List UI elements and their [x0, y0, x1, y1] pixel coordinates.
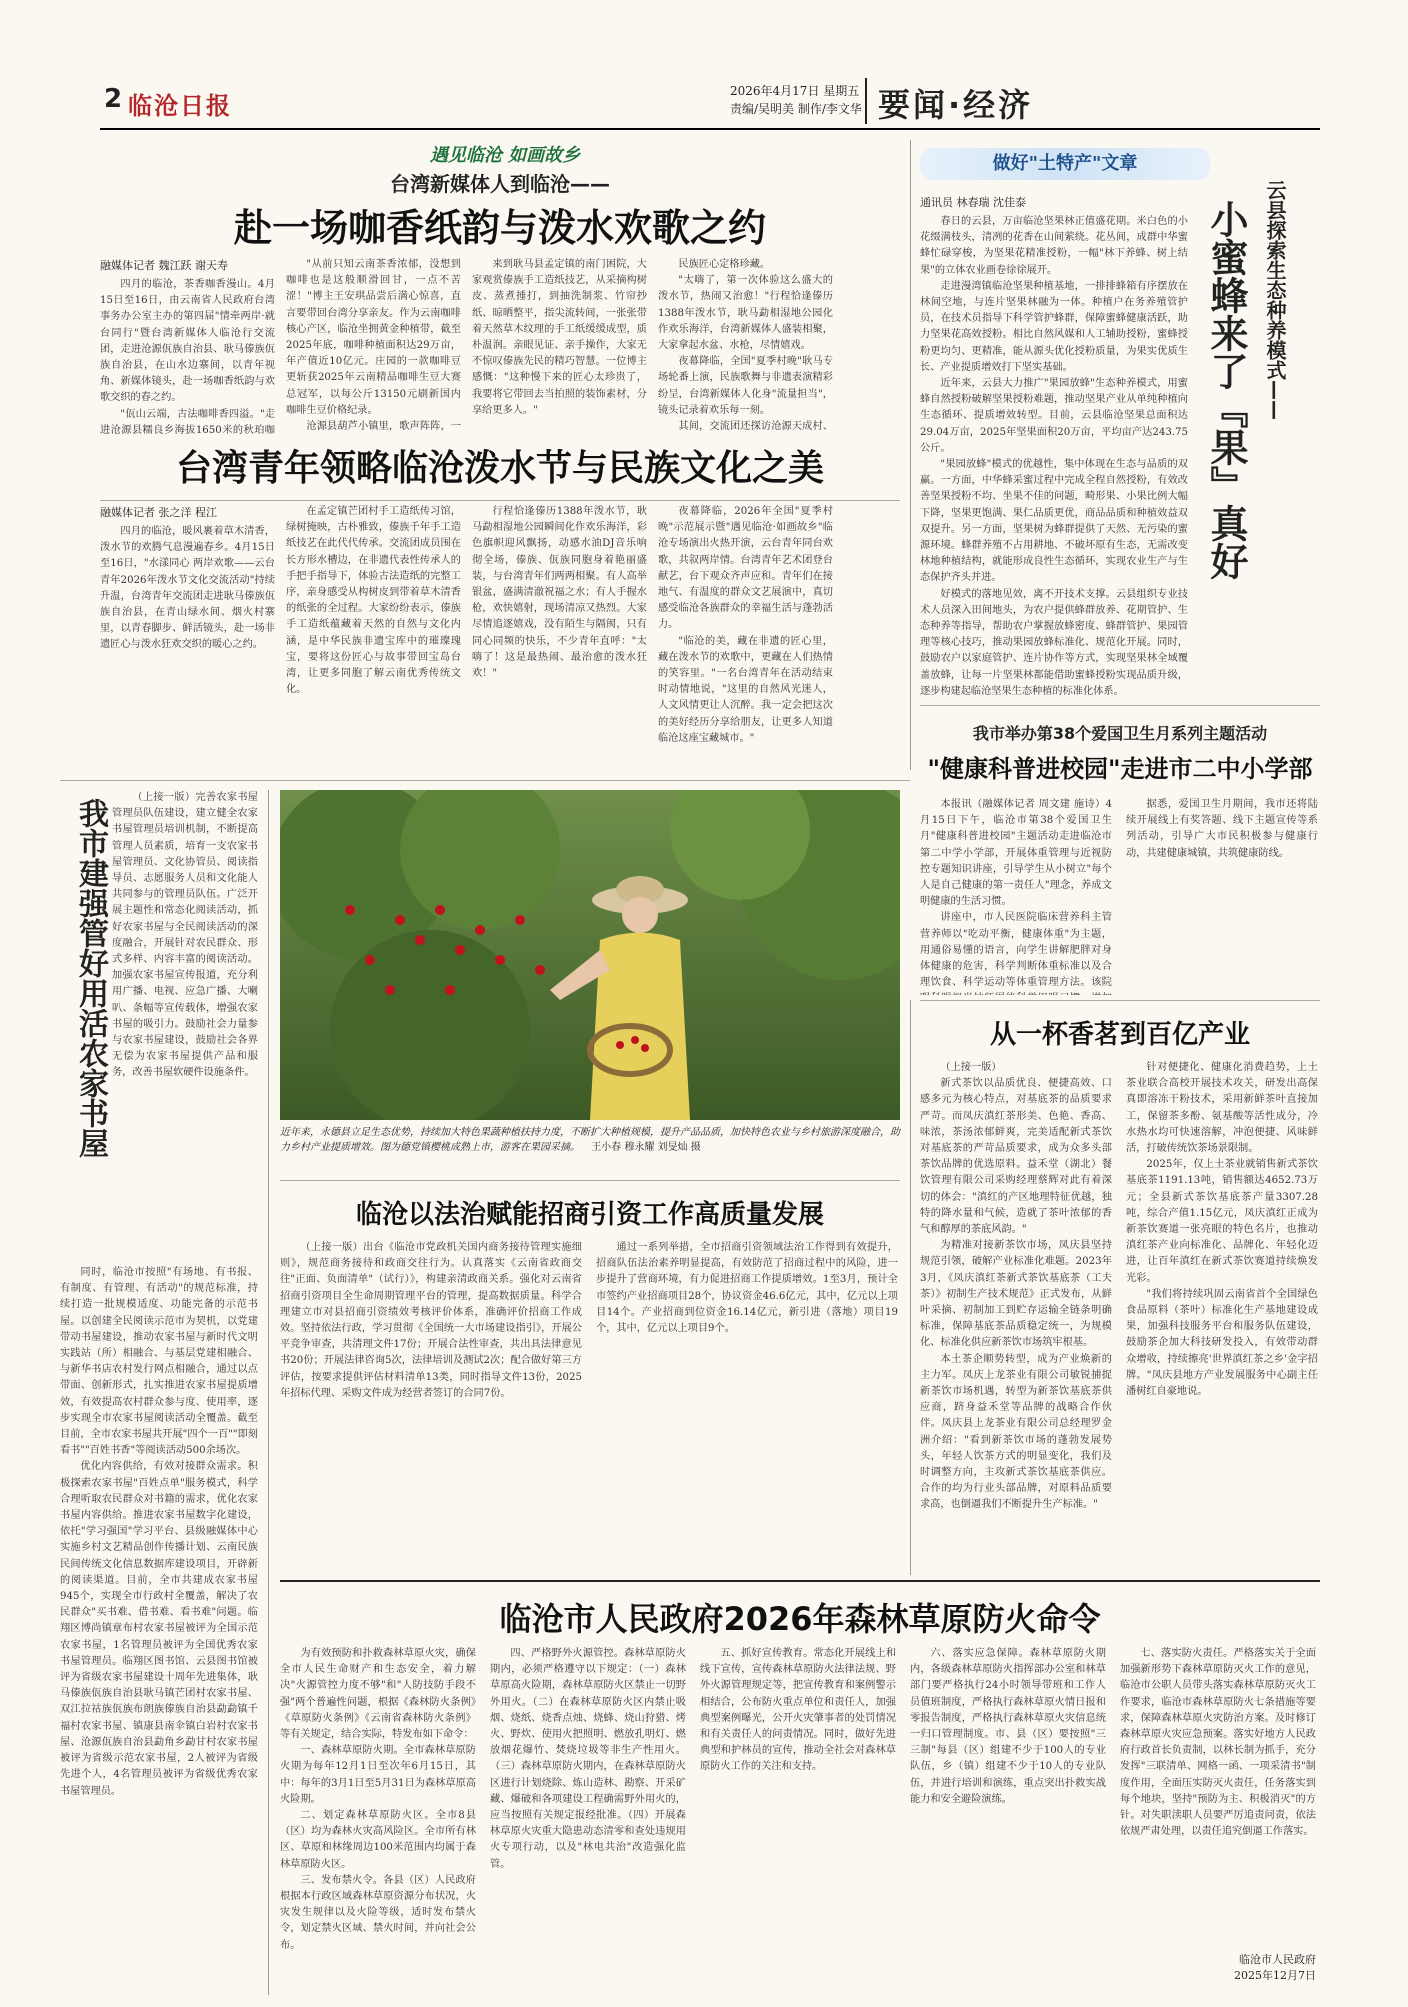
paragraph: 四月的临沧，茶香咖香漫山。4月15日至16日，由云南省人民政府台湾事务办公室主办的第四届"情牵两岸·就台同行"暨台湾新媒体人临沧行交流团，走进沧源佤族自治县、耿马傣族佤族自治县，在山水边寨间，以青年视角、新媒体镜头，赴一场咖香纸韵与欢歌交织的春之约。	[100, 279, 275, 404]
paragraph: 同时，临沧市按照"有场地、有书报、有制度、有管理、有活动"的规范标准，持续打造一批规模适度、功能完备的示范书屋。以创建全民阅读示范市为契机，以党建带动书屋建设，推动农家书屋与新时代文明实践站（所）相融合、与基层党建相融合、与新华书店农村发行网点相融合，通过以点带面、创新形式，扎实推进农家书屋提质增效，有效提高农村群众参与度、使用率，逐步实现全市农家书屋阅读活动全覆盖。截至目前，全市农家书屋共开展"四个一百""即刻看书""百姓书香"等阅读活动500余场次。	[60, 1267, 258, 1457]
paragraph: 据悉，爱国卫生月期间，我市还将陆续开展线上有奖答题、线下主题宣传等系列活动，引导广大市民积极参与健康行动，共建健康城镇，共筑健康防线。	[1126, 799, 1318, 859]
article-column	[658, 257, 833, 435]
paragraph: 在孟定镇芒团村手工造纸传习馆，绿树掩映，古朴雅致，傣族千年手工造纸技艺在此代代传承。交流团成员围在长方形水槽边，在非遗代表性传承人的手把手指导下，体验古法造纸的完整工序，亲身感受从构树皮到带着草木清香的纸张的全过程。大家纷纷表示，傣族手工造纸蕴藏着天然的自然与文化内涵，是中华民族非遗宝库中的璀璨瑰宝，要将这份匠心与故事带回宝岛台湾，让更多同胞了解云南优秀传统文化。	[286, 506, 461, 696]
article-coffee	[100, 135, 900, 435]
article-column	[280, 1646, 476, 1986]
paragraph: 优化内容供给，有效对接群众需求。积极探索农家书屋"百姓点单"服务模式，科学合理听取农民群众对书籍的需求，优化农家书屋内容供给。推进农家书屋数字化建设，依托"学习强国"学习平台、县级融媒体中心实施乡村文艺精品创作传播计划、云南民族民间传统文化信息数据库建设项目，开辟新的阅读渠道。目前，全市共建成农家书屋945个，实现全市行政村全覆盖，解决了农民群众"买书难、借书难、看书难"问题。临翔区博尚镇章布村农家书屋被评为全国示范农家书屋，1名管理员被评为全国优秀农家书屋管理员。临翔区图书馆、云县图书馆被评为省级农家书屋建设十周年先进集体，耿马傣族佤族自治县耿马镇芒团村农家书屋、双江拉祜族佤族布朗族傣族自治县勐勐镇千福村农家书屋、镇康县南伞镇白岩村农家书屋、沧源佤族自治县勐角乡勐甘村农家书屋被评为省级示范农家书屋，2人被评为省级先进个人，4名管理员被评为省级优秀农家书屋管理员。	[60, 1461, 258, 1797]
article-fire	[280, 1580, 1320, 2000]
article-youth	[100, 440, 900, 770]
paragraph: "我们将持续巩固云南省首个全国绿色食品原料（茶叶）标准化生产基地建设成果，加强科技服务平台和服务队伍建设，鼓励茶企加大科技研发投入，有效带动群众增收，持续擦亮'世界滇红茶之乡'金字招牌。"凤庆县地方产业发展服务中心副主任潘树红自豪地说。	[1126, 1288, 1318, 1398]
paragraph: （上接一版）完善农家书屋管理员队伍建设，建立健全农家书屋管理员培训机制，不断提高管理人员素质，培育一支农家书屋管理员、文化协管员、阅读指导员、志愿服务人员和文化能人共同参与的管理员队伍。广泛开展主题性和常态化阅读活动，抓好农家书屋与全民阅读活动的深度融合，开展针对农民群众、形式多样、内容丰富的阅读活动。加强农家书屋宣传报道，充分利用广播、电视、应急广播、大喇叭、条幅等宣传载体，增强农家书屋的吸引力。鼓励社会力量参与农家书屋建设，鼓励社会各界无偿为农家书屋提供产品和服务，改善书屋软硬件设施条件。	[112, 792, 258, 1079]
caption-text: 近年来，永德县立足生态优势，持续加大特色果蔬种植扶持力度，不断扩大种植规模，提升产品品质，加快特色农业与乡村旅游深度融合，助力乡村产业提质增效。图为德党镇樱桃成熟上市，游客在果园采摘。	[280, 1127, 900, 1153]
paragraph: 一、森林草原防火期。全市森林草原防火期为每年12月1日至次年6月15日，其中：每年的3月1日至5月31日为森林草原高火险期。	[280, 1745, 476, 1805]
paper-logo: 临沧日报	[128, 92, 232, 120]
paragraph: "果园放蜂"模式的优越性，集中体现在生态与品质的双赢。一方面，中华蜂采蜜过程中完成全程自然授粉，有效改善坚果授粉不均、坐果不佳的问题，畸形果、小果比例大幅下降，坚果更饱满、果仁品质更优，商品品质和种植效益双双提升。另一方面，坚果树为蜂群提供了天然、无污染的蜜源环境。蜂群养殖不占用耕地、不破坏原有生态，无需改变林地种植结构，就能形成良性生态循环，实现农业生产与生态保护齐头并进。	[920, 459, 1188, 584]
article-column	[1120, 1646, 1316, 1946]
article-byline: 融媒体记者 张之洋 程江	[100, 506, 217, 519]
paragraph: "太嗨了，第一次体验这么盛大的泼水节，热闹又治愈！"行程恰逢傣历1388年泼水节，耿马勐相湿地公园化作欢乐海洋，台湾新媒体人盛装相聚，大家拿起水盆、水枪，尽情嬉戏。	[658, 275, 833, 352]
photo-caption	[280, 1125, 900, 1171]
paragraph: 六、落实应急保障。森林草原防火期内，各级森林草原防火指挥部办公室和林草部门要严格执行24小时领导带班和工作人员值班制度，严格执行森林草原火情日报和零报告制度，严格执行森林草原火灾信息统一归口管理制度。市、县（区）要按照"三三制"每县（区）组建不少于100人的专业队伍，乡（镇）组建不少于10人的专业队伍，并进行培训和演练，重点突出扑救实战能力和安全避险演练。	[910, 1648, 1106, 1805]
paragraph: 讲座中，市人民医院临床营养科主管营养师以"吃动平衡，健康体重"为主题，用通俗易懂的语言，向学生讲解肥胖对身体健康的危害，科学判断体重标准以及合理饮食、科学运动等体重管理方法。该院	[920, 912, 1112, 989]
page-header	[70, 76, 1340, 136]
article-column	[100, 524, 275, 770]
paragraph: 行程恰逢傣历1388年泼水节，耿马勐相湿地公园瞬间化作欢乐海洋，彩色旗帜迎风飘扬，动感水油DJ音乐响彻全场，傣族、佤族同胞身着艳丽盛装，与台湾青年们两两相聚。有人高举银盆，盛满清澈祝福之水；有人手握水枪，欢快嬉射，现场清凉又热烈。大家尽情追逐嬉戏，没有陌生与隔阂，只有同心同频的快乐，不少青年直呼："太嗨了！这是最热闹、最治愈的泼水狂欢！"	[472, 506, 647, 680]
paragraph: 走进漫湾镇临沧坚果种植基地，一排排蜂箱有序摆放在林间空地，与连片坚果林融为一体。种植户在务养殖管护员，在技术员指导下科学管护蜂群，保障蜜蜂健康活跃，助力坚果花高效授粉。相比自然风媒和人工辅助授粉，蜜蜂授粉更均匀、更精准，能从源头优化授粉质量，为果实优质生长、产业提质增效打下坚实基础。	[920, 280, 1188, 373]
paragraph: 其间，交流团还探访沧源天成村、	[678, 421, 833, 433]
article-bees	[920, 140, 1320, 700]
article-pretitle: 我市举办第38个爱国卫生月系列主题活动	[972, 724, 1268, 743]
article-column	[112, 790, 258, 1260]
section-title: 要闻·经济	[878, 86, 1034, 124]
column-divider	[910, 140, 911, 770]
paragraph: 新式茶饮以品质优良、便捷高效、口感多元为核心特点，对基底茶的品质要求严苛。而凤庆滇红茶形美、色艳、香高、味浓，茶汤浓郁鲜爽，完美适配新式茶饮对基底茶的严苛品质要求，成为众多头部茶饮品牌的优选原料。益禾堂（湖北）餐饮管理有限公司采购经理蔡辉对此有着深切的体会："滇红的产区地理特征优越，独特的降水量和气候，造就了茶叶浓郁的香气和醇厚的茶底风韵。"	[920, 1078, 1112, 1236]
article-column	[658, 504, 833, 770]
photo-illustration	[280, 790, 900, 1120]
signature-date: 2025年12月7日	[1234, 1969, 1316, 1982]
article-title: 从一杯香茗到百亿产业	[989, 1020, 1250, 1050]
article-column	[920, 214, 1188, 700]
paragraph: 为有效预防和扑救森林草原火灾，确保全市人民生命财产和生态安全，着力解决"火源管控力度不够"和"人防技防手段不强"两个普遍性问题，根据《森林防火条例》《草原防火条例》《云南省森林防火条例》等有关规定，结合实际，特发布如下命令：	[280, 1648, 476, 1741]
article-reading	[60, 790, 260, 1995]
paragraph: 夜幕降临，全国"夏季村晚"耿马专场轮番上演，民族歌舞与非遗表演精彩纷呈，台湾新媒体人化身"流量担当"，镜头记录着欢乐每一刻。	[658, 356, 833, 416]
paragraph: （上接一版）	[940, 1062, 1002, 1073]
paragraph: 通过一系列举措，全市招商引资领域法治工作得到有效提升，招商队伍法治素养明显提高，有效防范了招商过程中的风险，进一步提升了营商环境，有力促进招商工作提质增效。1至3月，预计全市签约产业招商项目28个，协议资金46.6亿元，其中，亿元以上项目14个。产业招商到位资金16.14亿元，新引进（落地）项目19个，其中，亿元以上项目9个。	[596, 1242, 898, 1335]
paragraph: （上接一版）出台《临沧市党政机关国内商务接待管理实施细则》，规范商务接待和政商交往行为。认真落实《云南省政商交往"正面、负面清单"（试行）》，构建亲清政商关系。强化对云南省招商引资项目全生命周期管理平台的管理，提高数据质量。科学合理建立市对县招商引资绩效考核评价体系，准确评价招商工作成效。坚持依法行政，学习贯彻《全国统一大市场建设指引》，开展公平竞争审查，共清理文件17份；开展合法性审查，共出具法律意见书20份；开展法律咨询5次，法律培训及测试2次；配合做好第三方评估，按要求提供评估材料清单13类，同时指导文件13份，2025年招标代理、采购文件成为经营者签订的合同7份。	[280, 1242, 582, 1399]
paragraph: 沧源县葫芦小镇里，歌声阵阵，一	[306, 421, 461, 433]
paragraph: "临沧的美，藏在非遗的匠心里，藏在泼水节的欢歌中，更藏在人们热情的笑容里。"一名台湾青年在活动结束时动情地说，"这里的自然风光迷人，人文风情更让人沉醉。我一定会把这次的美好经历分享给朋友，让更多人知道临沧这座宝藏城市。"	[658, 635, 833, 744]
paragraph: 夜幕降临，2026年全国"夏季村晚"示范展示暨"遇见临沧·如画故乡"临沧专场演出火热开演，云台青年同台欢歌，共叙两岸情。台湾青年艺术团登台献艺，台下观众齐声应和。青年们在接地气、有温度的群众文艺展演中，真切感受临沧各族群众的幸福生活与蓬勃活力。	[658, 506, 833, 631]
cherry-picking-photo	[280, 790, 900, 1120]
page-number: 2	[104, 84, 123, 114]
article-title: 台湾青年领略临沧泼水节与民族文化之美	[175, 448, 824, 489]
article-column	[100, 277, 275, 435]
article-title: 赴一场咖香纸韵与泼水欢歌之约	[233, 206, 766, 250]
signature-block	[1120, 1952, 1316, 1984]
paragraph: 四、严格野外火源管控。森林草原防火期内，必须严格遵守以下规定：（一）森林草原高火险期，森林草原防火区禁止一切野外用火。（二）在森林草原防火区内禁止吸烟、烧纸、烧香点烛、烧蜂、烧山狩猎、烤火、野炊、使用火把照明、燃放孔明灯、燃放烟花爆竹、焚烧垃圾等非生产性用火。（三）森林草原防火期内，在森林草原防火区进行计划烧除、炼山造林、勘察、开采矿藏、爆破和各项建设工程确需野外用火的，应当按照有关规定报经批准。（四）开展森林草原火灾重大隐患动态清零和查处违规用火专项行动，以及"林电共治"改造强化监管。	[490, 1648, 686, 1870]
paragraph: 本土茶企顺势转型，成为产业焕新的主力军。凤庆上龙茶业有限公司敏锐捕捉新茶饮市场机遇，转型为新茶饮基底茶供应商，跻身益禾堂等品牌的战略合作伙伴。凤庆县上龙茶业有限公司总经理罗金洲介绍："看到新茶饮市场的蓬勃发展势头，年轻人饮茶方式的明显变化，我们及时调整方向，主攻新式茶饮基底茶供应。合作的均为行业头部品牌，对原料品质要求高，也倒逼我们不断提升生产标准。"	[920, 1353, 1112, 1511]
article-column	[920, 797, 1112, 995]
paragraph: 2025年，仅上土茶业就销售新式茶饮基底茶1191.13吨，销售额达4652.73万元；全县新式茶饮基底茶产量3307.28吨，综合产值1.15亿元，凤庆滇红正成为新茶饮赛道一张亮眼的特色名片，也推动滇红茶产业向标准化、品牌化、年轻化迈进，让百年滇红在新式茶饮赛道持续焕发光彩。	[1126, 1159, 1318, 1284]
photo-credit: 王小春 穆永耀 刘旻灿 摄	[591, 1142, 701, 1153]
article-column	[286, 504, 461, 770]
article-column	[920, 1060, 1112, 1575]
signature: 临沧市人民政府	[1239, 1953, 1316, 1966]
column-divider	[910, 1000, 911, 1575]
article-tea	[920, 1000, 1320, 1575]
article-column	[910, 1646, 1106, 1986]
article-law	[280, 1180, 900, 1575]
article-column	[490, 1646, 686, 1986]
article-health	[920, 705, 1320, 995]
header-rule	[100, 128, 1320, 130]
article-title: 临沧以法治赋能招商引资工作高质量发展	[355, 1200, 824, 1230]
issue-date: 2026年4月17日 星期五	[730, 84, 860, 98]
paragraph: 春日的云县，万亩临沧坚果林正值盛花期。米白色的小花缀满枝头，清冽的花香在山间萦绕。花丛间，成群中华蜜蜂忙碌穿梭，为坚果花精准授粉，一幅"林下养蜂、树上结果"的立体农业画卷徐徐展开。	[920, 216, 1188, 276]
dateline	[730, 82, 880, 118]
topic-banner: 做好"土特产"文章	[920, 148, 1210, 180]
article-column	[472, 257, 647, 435]
paragraph: 五、抓好宣传教育。常态化开展线上和线下宣传，宣传森林草原防火法律法规、野外火源管理规定等，把宣传教育和案例警示相结合，公布防火重点单位和责任人，加强典型案例曝光，公开火灾肇事者的处罚情况和有关责任人的问责情况。同时，做好先进典型和护林员的宣传，推动全社会对森林草原防火工作的关注和支持。	[700, 1648, 896, 1773]
paragraph: 三、发布禁火令。各县（区）人民政府根据本行政区域森林草原资源分布状况，火灾发生规律以及火险等级，适时发布禁火令，划定禁火区域、禁火时间，并向社会公布。	[280, 1874, 476, 1951]
article-column	[700, 1646, 896, 1986]
article-kicker: 遇见临沧 如画故乡	[429, 145, 581, 166]
article-subtitle: 云县探索生态种养模式——	[1263, 180, 1287, 420]
article-column	[596, 1240, 898, 1575]
article-byline: 通讯员 林春瑞 沈佳泰	[920, 196, 1026, 209]
paragraph: 为精准对接新茶饮市场，凤庆县坚持规范引领，破解产业标准化难题。2023年3月，《凤庆滇红茶新式茶饮基底茶（工夫茶）》初制生产技术规范》正式发布，从鲜叶采摘、初制加工到贮存运输全链条明确标准，保障基底茶品质稳定统一，为规模化、标准化供应新茶饮市场筑牢根基。	[920, 1240, 1112, 1349]
article-column	[60, 1265, 258, 1995]
article-column	[280, 1240, 582, 1575]
article-column	[286, 257, 461, 435]
paragraph: 本报讯（融媒体记者 周文建 施诗）4月15日下午，临沧市第38个爱国卫生月"健康科普进校园"主题活动走进临沧市第二中学小学部，开展体重管理与近视防控专题知识讲座，引导学生从小树立"每个人是自己健康的第一责任人"理念，养成文明健康的生活习惯。	[920, 799, 1112, 908]
article-column	[1126, 797, 1318, 995]
paragraph: 四月的临沧，暖风裹着草木清香，泼水节的欢腾气息漫遍春乡。4月15日至16日，"水漾同心 两岸欢歌——云台青年2026年泼水节文化交流活动"持续升温，台湾青年交流团走进耿马傣族佤族自治县，在青山绿水间、烟火村寨里，以青春脚步、鲜活镜头，赴一场非遗匠心与泼水狂欢交织的暖心之约。	[100, 526, 275, 651]
editor-credits: 责编/吴明美 制作/李文华	[730, 102, 862, 116]
paragraph: 来到耿马县孟定镇的南门困院，大家观赏傣族手工造纸技艺，从采摘构树皮、蒸煮捶打，到抽洗制浆、竹帘抄纸、晾晒整平，指尖流转间，一张张带着天然草木纹理的手工纸缓缓成型，质朴温润。亲眼见证、亲手操作，大家无不惊叹傣族先民的精巧智慧。一位博主感慨："这种慢下来的匠心太珍贵了，我要将它带回去当拍照的装饰素材，分享给更多人。"	[472, 259, 647, 416]
paragraph: 针对便捷化、健康化消费趋势，上土茶业联合高校开展技术攻关，研发出高保真即溶冻干粉技术，采用新鲜茶叶直接加工，保留茶多酚、氨基酸等活性成分，冷水热水均可快速溶解，冲泡便捷、风味鲜活，打破传统饮茶场景限制。	[1126, 1062, 1318, 1155]
article-pretitle: 台湾新媒体人到临沧——	[390, 172, 610, 196]
paragraph: 二、划定森林草原防火区。全市8县（区）均为森林火灾高风险区。全市所有林区、草原和林缘周边100米范围内均属于森林草原防火区。	[280, 1810, 476, 1870]
article-title: "健康科普进校园"走进市二中小学部	[927, 755, 1313, 783]
article-column	[1126, 1060, 1318, 1575]
article-column	[472, 504, 647, 770]
paragraph: "从前只知云南茶香浓郁，没想到咖啡也是这般顺滑回甘，一点不苦涩！"博主王安琪品尝后满心惊喜，直言要带回台湾分享亲友。作为云南咖啡核心产区，临沧坐拥黄金种植带，截至2025年底，咖啡种植面积达29万亩，年产值近10亿元。庄园的一款咖啡豆更斩获2025年云南精品咖啡生豆大赛总冠军，以每公斤13150元刷新国内咖啡生豆价格纪录。	[286, 259, 461, 416]
column-divider	[268, 790, 269, 1995]
section-rule	[60, 780, 910, 781]
paragraph: 民族匠心定格珍藏。	[678, 259, 771, 270]
paragraph: 七、落实防火责任。严格落实关于全面加强新形势下森林草原防灭火工作的意见，临沧市公职人员带头落实森林草原防灭火工作要求，临沧市森林草原防火七条措施等要求，保障森林草原火灾防治方案。及时修订森林草原火灾应急预案。落实好地方人民政府行政首长负责制，以林长制为抓手，充分发挥"三联清单、网格一函、一项采清书"制度作用，全面压实防灭火责任，任务落实到每个地块，坚持"预防为主、积极消灭"的方针。对失职渎职人员要严厉追责问责，依法依规严肃处理，以责任追究倒逼工作落实。	[1120, 1648, 1316, 1838]
paragraph: 近年来，云县大力推广"果园放蜂"生态种养模式，用蜜蜂自然授粉破解坚果授粉难题，推动坚果产业从单纯种植向生态循环、提质增效转型。目前，云县临沧坚果总面积达29.04万亩，2025年坚果面积20万亩，平均亩产达243.75公斤。	[920, 378, 1188, 454]
article-title: 我市建强管好用活农家书屋	[73, 798, 108, 1158]
paragraph: "佤山云端，古法咖啡香四溢。"走进沧源县糯良乡海拔1650米的秋珀咖	[100, 408, 275, 435]
article-byline: 融媒体记者 魏江跃 谢天寿	[100, 259, 228, 272]
article-title: 临沧市人民政府2026年森林草原防火命令	[499, 1600, 1101, 1638]
paragraph: 好模式的落地见效，离不开技术支撑。云县组织专业技术人员深入田间地头，为农户提供蜂群放养、花期管护、生态种养等指导，帮助农户掌握放蜂密度、蜂群管护、果园管理等核心技巧，推动果园放蜂标准化、规范化开展。同时，鼓励农户以家庭管护、连片协作等方式，实现坚果林全域覆盖放蜂，让每一片坚果林都能借助蜜蜂授粉实现品质升级，逐步构建起临沧坚果生态种植的标准化体系。	[920, 588, 1188, 697]
article-title: 小蜜蜂来了『果』真好	[1204, 200, 1248, 580]
